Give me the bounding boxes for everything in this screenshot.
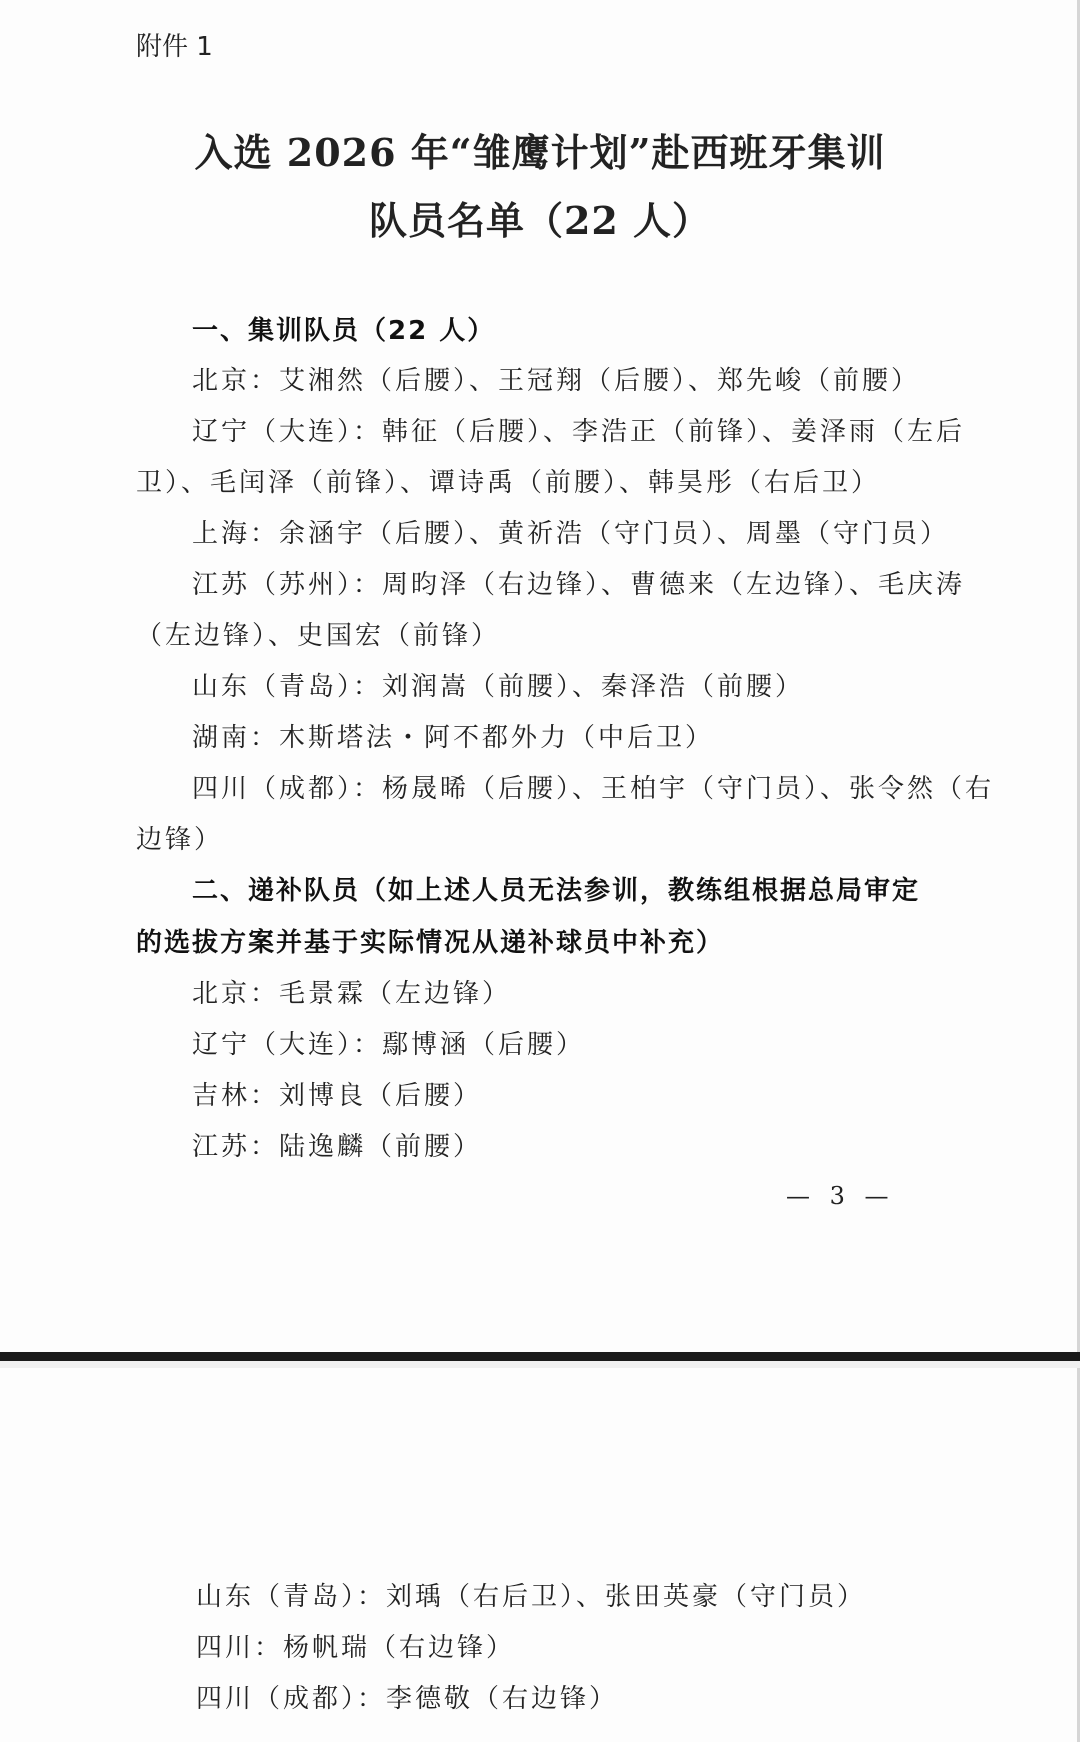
- roster-line: 卫）、毛闰泽（前锋）、谭诗禹（前腰）、韩昊彤（右后卫）: [136, 468, 881, 498]
- page-number: — 3 —: [786, 1182, 895, 1210]
- section1-heading: 一、集训队员（22 人）: [192, 316, 496, 346]
- roster-line: 上海：余涵宇（后腰）、黄祈浩（守门员）、周墨（守门员）: [192, 519, 950, 549]
- roster-line: 边锋）: [136, 825, 224, 855]
- section2-heading-line-1: 二、递补队员（如上述人员无法参训，教练组根据总局审定: [192, 876, 921, 906]
- title-line-1: 入选 2026 年“雏鹰计划”赴西班牙集训: [194, 130, 886, 175]
- roster-line: 北京：艾湘然（后腰）、王冠翔（后腰）、郑先峻（前腰）: [192, 366, 921, 396]
- reserve-line: 辽宁（大连）：鄢博涵（后腰）: [192, 1030, 586, 1060]
- document-page-2: [0, 1368, 1080, 1742]
- attachment-label: 附件 1: [136, 32, 213, 62]
- reserve-line: 四川（成都）：李德敬（右边锋）: [196, 1684, 619, 1714]
- roster-line: 湖南：木斯塔法・阿不都外力（中后卫）: [192, 723, 715, 753]
- roster-line: （左边锋）、史国宏（前锋）: [136, 621, 501, 651]
- section2-heading-line-2: 的选拔方案并基于实际情况从递补球员中补充）: [136, 928, 725, 958]
- roster-line: 四川（成都）：杨晟晞（后腰）、王柏宇（守门员）、张令然（右: [192, 774, 995, 804]
- reserve-line: 北京：毛景霖（左边锋）: [192, 979, 512, 1009]
- reserve-line: 吉林：刘博良（后腰）: [192, 1081, 483, 1111]
- reserve-line: 江苏：陆逸麟（前腰）: [192, 1132, 483, 1162]
- roster-line: 山东（青岛）：刘润嵩（前腰）、秦泽浩（前腰）: [192, 672, 805, 702]
- roster-line: 辽宁（大连）：韩征（后腰）、李浩正（前锋）、姜泽雨（左后: [192, 417, 966, 447]
- reserve-line: 山东（青岛）：刘瑀（右后卫）、张田英豪（守门员）: [196, 1582, 867, 1612]
- page-divider: [0, 1352, 1080, 1368]
- reserve-line: 四川：杨帆瑞（右边锋）: [196, 1633, 516, 1663]
- title-line-2: 队员名单（22 人）: [368, 198, 712, 243]
- roster-line: 江苏（苏州）：周昀泽（右边锋）、曹德来（左边锋）、毛庆涛: [192, 570, 966, 600]
